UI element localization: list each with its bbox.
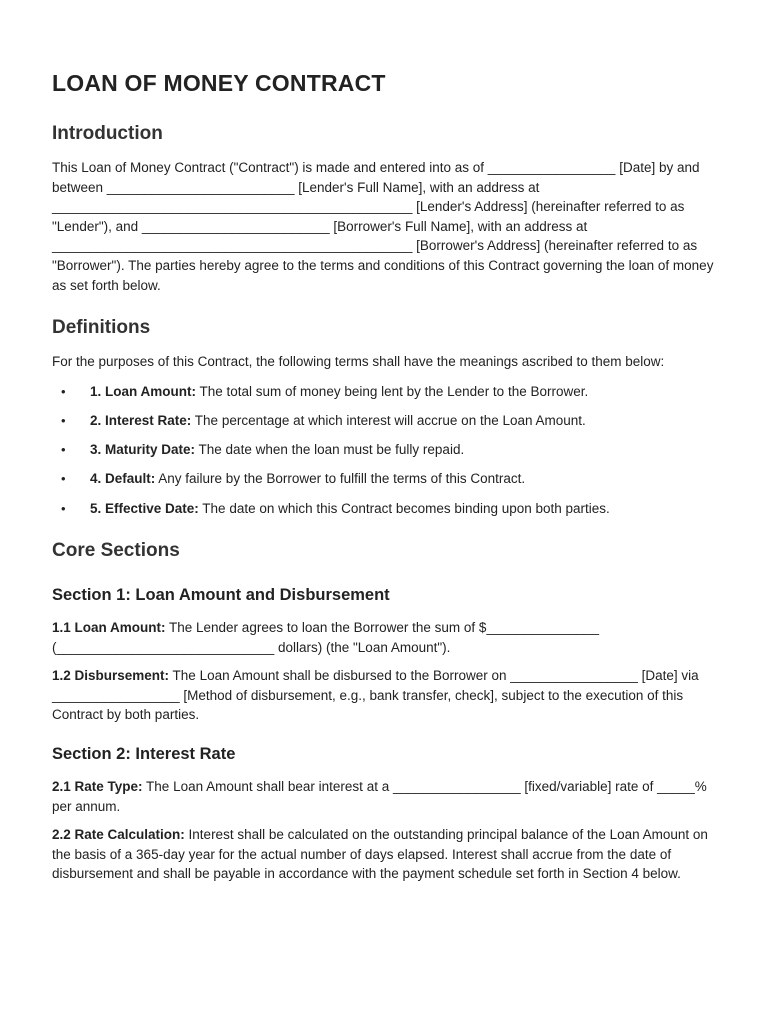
core-sections: [52, 540, 718, 884]
definition-text: Any failure by the Borrower to fulfill the terms of this Contract.: [155, 471, 526, 487]
clause-text: The Lender agrees to loan the Borrower the sum of $_______________ (_____________________________ dollars) (the "Loan Amount").: [52, 620, 600, 655]
clause-text: The Loan Amount shall be disbursed to the Borrower on _________________ [Date] via _________________ [Method of disbursement, e.g., bank transfer, check], subject to the execution of this Contract by both parties.: [52, 668, 699, 723]
definition-term: 3. Maturity Date:: [90, 442, 196, 458]
definition-text: The percentage at which interest will accrue on the Loan Amount.: [191, 412, 586, 428]
clause-text: The Loan Amount shall bear interest at a _________________ [fixed/variable] rate of _____% per annum.: [52, 779, 707, 814]
list-item: [61, 382, 718, 402]
clause-label: 1.1 Loan Amount:: [52, 620, 166, 636]
bullet-icon: •: [61, 412, 66, 428]
bullet-icon: •: [61, 383, 66, 399]
definition-text: The total sum of money being lent by the Lender to the Borrower.: [196, 383, 589, 399]
clause-2-2: [52, 825, 718, 884]
definition-term: 4. Default:: [90, 471, 156, 487]
introduction-section: [52, 123, 718, 295]
clause-label: 2.2 Rate Calculation:: [52, 827, 185, 843]
clause-2-1: [52, 777, 718, 816]
definitions-list: [52, 382, 718, 518]
clause-label: 1.2 Disbursement:: [52, 668, 170, 684]
definitions-heading: Definitions: [52, 317, 151, 339]
bullet-icon: •: [61, 500, 66, 516]
bullet-icon: •: [61, 442, 66, 458]
definition-term: 1. Loan Amount:: [90, 383, 196, 399]
clause-1-2: [52, 666, 718, 725]
definition-term: 5. Effective Date:: [90, 500, 199, 516]
section-1: [52, 586, 718, 725]
clause-text: Interest shall be calculated on the outstanding principal balance of the Loan Amount on the basis of a 365-day year for the actual number of days elapsed. Interest shall accrue from the date of disbursement and shall be payable in accordance with the payment schedule set forth in Section 4 below.: [52, 827, 708, 882]
definition-term: 2. Interest Rate:: [90, 412, 192, 428]
section-2-heading: Section 2: Interest Rate: [52, 745, 236, 764]
section-1-heading: Section 1: Loan Amount and Disbursement: [52, 586, 390, 605]
document-title: LOAN OF MONEY CONTRACT: [52, 70, 386, 96]
section-2: [52, 745, 718, 884]
clause-label: 2.1 Rate Type:: [52, 779, 143, 795]
introduction-heading: Introduction: [52, 123, 163, 144]
definitions-section: [52, 317, 718, 518]
definitions-intro: For the purposes of this Contract, the following terms shall have the meanings ascribed to them below:: [52, 354, 665, 370]
introduction-paragraph: This Loan of Money Contract ("Contract") is made and entered into as of _________________ [Date] by and between _________________________ [Lender's Full Name], with an address at ________________________________________________ [Lender's Address] (hereinafter referred to as "Lender"), and _________________________ [Borrower's Full Name], with an address at ________________________________________________ [Borrower's Address] (hereinafter referred to as "Borrower"). The parties hereby agree to the terms and conditions of this Contract governing the loan of money as set forth below.: [52, 160, 714, 293]
list-item: [61, 499, 718, 519]
list-item: [61, 469, 718, 489]
definition-text: The date on which this Contract becomes binding upon both parties.: [198, 500, 610, 516]
list-item: [61, 411, 718, 431]
clause-1-1: [52, 618, 718, 657]
core-sections-heading: Core Sections: [52, 540, 180, 562]
list-item: [61, 440, 718, 460]
bullet-icon: •: [61, 471, 66, 487]
definition-text: The date when the loan must be fully repaid.: [195, 442, 465, 458]
